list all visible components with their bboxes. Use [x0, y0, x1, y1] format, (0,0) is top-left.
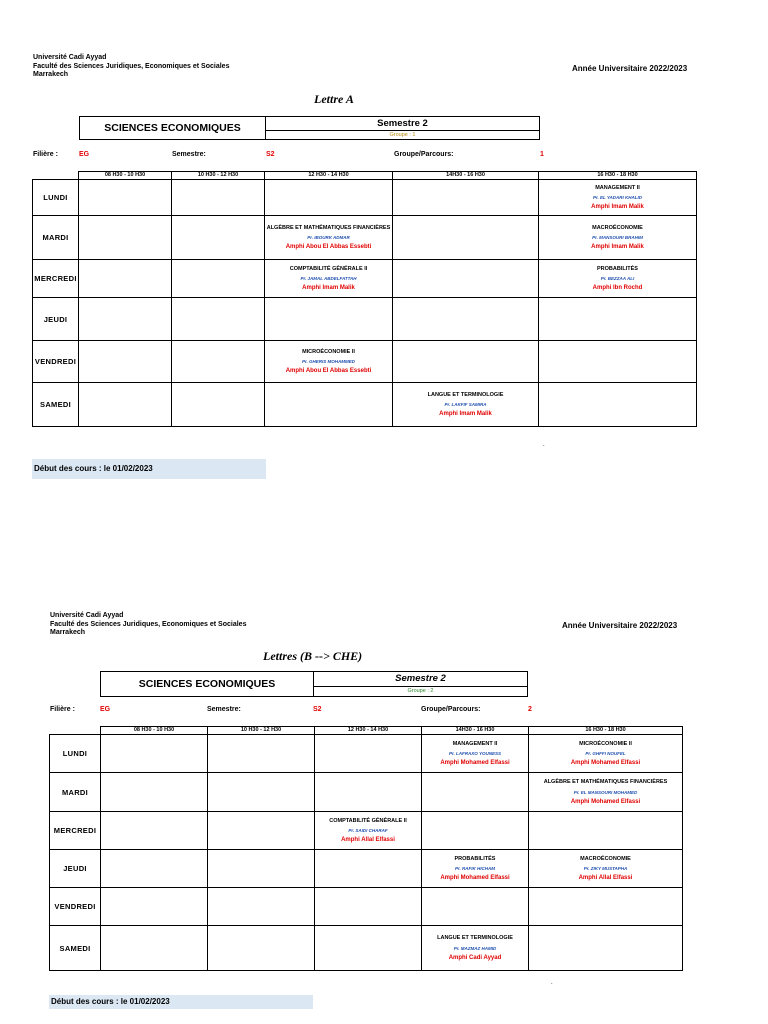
day-label: JEUDI	[33, 298, 79, 341]
empty-cell	[208, 888, 315, 926]
time-header-row	[50, 727, 683, 735]
empty-cell	[315, 735, 422, 773]
semestre-label: Semestre:	[207, 706, 241, 713]
empty-cell	[529, 812, 683, 850]
empty-cell	[393, 180, 539, 216]
day-row	[50, 850, 683, 888]
room-name: Amphi Allal Elfassi	[578, 875, 633, 882]
course-cell	[422, 926, 529, 971]
professor-name: Pr. EL MANSOURI MOHAMED	[573, 789, 638, 795]
empty-cell	[539, 341, 697, 383]
room-name: Amphi Mohamed Elfassi	[440, 875, 510, 882]
semestre-value: S2	[266, 151, 275, 158]
room-name: Amphi Imam Malik	[302, 285, 355, 292]
room-name: Amphi Mohamed Elfassi	[570, 760, 641, 767]
empty-cell	[422, 888, 529, 926]
empty-cell	[79, 341, 172, 383]
filiere-title: SCIENCES ECONOMIQUES	[100, 671, 314, 697]
empty-cell	[101, 850, 208, 888]
empty-cell	[172, 298, 265, 341]
filiere-value: EG	[100, 706, 111, 713]
time-slot-header: 14H30 - 16 H30	[393, 172, 539, 180]
empty-cell	[393, 260, 539, 298]
empty-cell	[208, 812, 315, 850]
day-row	[50, 888, 683, 926]
day-label: MARDI	[33, 216, 79, 260]
groupe-parcours-value: 2	[528, 706, 532, 713]
filiere-value: EG	[79, 151, 90, 158]
groupe-label: Groupe : 2	[407, 688, 434, 694]
course-name: LANGUE ET TERMINOLOGIE	[427, 391, 504, 398]
course-name: PROBABILITÉS	[454, 855, 496, 862]
time-slot-header: 16 H30 - 18 H30	[529, 727, 683, 735]
semestre-title: Semestre 2	[266, 117, 539, 131]
day-row	[50, 773, 683, 812]
room-name: Amphi Abou El Abbas Essebti	[285, 244, 372, 251]
room-name: Amphi Imam Malik	[591, 244, 644, 251]
professor-name: Pr. GHFFI NOUFEL	[585, 751, 626, 757]
course-cell	[539, 260, 697, 298]
timetable-grid	[49, 726, 683, 971]
filiere-label: Filière :	[33, 151, 58, 158]
stray-dot: .	[551, 980, 553, 986]
time-slot-header: 10 H30 - 12 H30	[172, 172, 265, 180]
professor-name: Pr. LAKFIF SAMIRA	[444, 402, 487, 408]
course-cell	[422, 850, 529, 888]
course-name: MACROÉCONOMIE	[592, 224, 643, 231]
university-name: Université Cadi Ayyad	[33, 54, 107, 61]
time-slot-header: 12 H30 - 14 H30	[265, 172, 393, 180]
semestre-box	[265, 116, 540, 140]
empty-cell	[393, 341, 539, 383]
empty-cell	[101, 735, 208, 773]
timetable-grid	[32, 171, 697, 427]
empty-cell	[79, 383, 172, 427]
time-slot-header: 08 H30 - 10 H30	[79, 172, 172, 180]
empty-cell	[172, 216, 265, 260]
semestre-value: S2	[313, 706, 322, 713]
empty-cell	[539, 298, 697, 341]
time-slot-header: 10 H30 - 12 H30	[208, 727, 315, 735]
empty-cell	[101, 812, 208, 850]
empty-cell	[79, 298, 172, 341]
day-row	[33, 180, 697, 216]
room-name: Amphi Ibn Rochd	[592, 285, 643, 292]
semestre-title: Semestre 2	[314, 672, 527, 687]
faculty-name: Faculté des Sciences Juridiques, Economiques et Sociales	[50, 620, 247, 628]
course-name: ALGÈBRE ET MATHÉMATIQUES FINANCIÈRES	[543, 779, 668, 786]
groupe-parcours-label: Groupe/Parcours:	[394, 151, 454, 158]
day-label: JEUDI	[50, 850, 101, 888]
empty-cell	[172, 341, 265, 383]
university-name: Université Cadi Ayyad	[50, 612, 124, 619]
stray-dot: .	[543, 442, 545, 448]
professor-name: Pr. BEZZAA ALI	[600, 276, 635, 282]
empty-cell	[265, 298, 393, 341]
day-row	[50, 735, 683, 773]
professor-name: Pr. LAFRAXO YOUNESS	[449, 751, 501, 757]
empty-cell	[208, 735, 315, 773]
course-cell	[265, 216, 393, 260]
groupe-label: Groupe : 1	[389, 132, 416, 138]
professor-name: Pr. JAMAL ABDELFATTAH	[300, 276, 357, 282]
professor-name: Pr. SAIDI CHARAF	[348, 828, 388, 834]
filiere-title: SCIENCES ECONOMIQUES	[79, 116, 266, 140]
semestre-box	[313, 671, 528, 697]
groupe-parcours-label: Groupe/Parcours:	[421, 706, 481, 713]
day-row	[33, 298, 697, 341]
day-row	[33, 383, 697, 427]
empty-cell	[422, 773, 529, 812]
day-label: LUNDI	[33, 180, 79, 216]
empty-cell	[539, 383, 697, 427]
filiere-label: Filière :	[50, 706, 75, 713]
course-cell	[529, 735, 683, 773]
empty-cell	[393, 298, 539, 341]
academic-year: Année Universitaire 2022/2023	[562, 621, 678, 630]
course-name: MICROÉCONOMIE II	[302, 348, 355, 355]
day-label: LUNDI	[50, 735, 101, 773]
professor-name: Pr. GHERIS MOHAMMED	[301, 359, 355, 365]
day-label: VENDREDI	[33, 341, 79, 383]
course-cell	[315, 812, 422, 850]
letter-range-title: Lettre A	[314, 92, 354, 106]
course-name: MICROÉCONOMIE II	[579, 740, 632, 747]
time-header-row	[33, 172, 697, 180]
day-label: SAMEDI	[33, 383, 79, 427]
academic-year: Année Universitaire 2022/2023	[572, 64, 688, 73]
empty-cell	[265, 383, 393, 427]
room-name: Amphi Mohamed Elfassi	[440, 760, 510, 767]
empty-cell	[101, 926, 208, 971]
letter-range-title: Lettres (B --> CHE)	[263, 649, 363, 663]
course-cell	[529, 850, 683, 888]
professor-name: Pr. EL YADARI KHALID	[592, 195, 642, 201]
professor-name: Pr. IBOURK ADMAR	[307, 235, 350, 241]
empty-cell	[79, 180, 172, 216]
professor-name: Pr. RAFIK HICHAM	[454, 866, 495, 872]
empty-cell	[529, 926, 683, 971]
faculty-name: Faculté des Sciences Juridiques, Economiques et Sociales	[33, 62, 230, 70]
day-label: MARDI	[50, 773, 101, 812]
course-cell	[265, 341, 393, 383]
empty-cell	[422, 812, 529, 850]
professor-name: Pr. ZIKY MUSTAPHA	[583, 866, 628, 872]
professor-name: Pr. MANSOURI BRAHIM	[592, 235, 643, 241]
course-cell	[422, 735, 529, 773]
empty-cell	[315, 888, 422, 926]
empty-cell	[208, 926, 315, 971]
empty-cell	[315, 850, 422, 888]
empty-cell	[393, 216, 539, 260]
institution-header	[33, 54, 229, 80]
day-label: VENDREDI	[50, 888, 101, 926]
day-label: MERCREDI	[33, 260, 79, 298]
course-name: LANGUE ET TERMINOLOGIE	[437, 935, 513, 942]
course-name: PROBABILITÉS	[597, 265, 638, 272]
empty-cell	[101, 773, 208, 812]
day-row	[33, 341, 697, 383]
course-cell	[393, 383, 539, 427]
city-name: Marrakech	[50, 629, 86, 636]
groupe-parcours-value: 1	[540, 151, 544, 158]
empty-cell	[172, 260, 265, 298]
empty-cell	[315, 926, 422, 971]
corner-cell	[50, 727, 101, 735]
day-row	[50, 812, 683, 850]
room-name: Amphi Imam Malik	[591, 204, 644, 211]
empty-cell	[79, 216, 172, 260]
day-row	[50, 926, 683, 971]
course-cell	[539, 216, 697, 260]
course-name: COMPTABILITÉ GÉNÉRALE II	[329, 817, 407, 824]
day-row	[33, 216, 697, 260]
professor-name: Pr. MAZMAZ HAMID	[453, 945, 497, 951]
course-name: COMPTABILITÉ GÉNÉRALE II	[289, 265, 368, 272]
empty-cell	[172, 383, 265, 427]
corner-cell	[33, 172, 79, 180]
empty-cell	[315, 773, 422, 812]
course-cell	[539, 180, 697, 216]
empty-cell	[529, 888, 683, 926]
room-name: Amphi Allal Elfassi	[341, 837, 395, 844]
empty-cell	[208, 850, 315, 888]
course-cell	[529, 773, 683, 812]
course-name: MACROÉCONOMIE	[580, 855, 631, 862]
institution-header	[50, 612, 246, 638]
course-name: MANAGEMENT II	[595, 184, 640, 191]
course-name: ALGÈBRE ET MATHÉMATIQUES FINANCIÈRES	[266, 224, 391, 231]
day-label: SAMEDI	[50, 926, 101, 971]
semestre-label: Semestre:	[172, 151, 206, 158]
empty-cell	[265, 180, 393, 216]
day-row	[33, 260, 697, 298]
room-name: Amphi Cadi Ayyad	[448, 954, 502, 961]
empty-cell	[172, 180, 265, 216]
time-slot-header: 12 H30 - 14 H30	[315, 727, 422, 735]
empty-cell	[101, 888, 208, 926]
day-label: MERCREDI	[50, 812, 101, 850]
debut-des-cours: Début des cours : le 01/02/2023	[32, 459, 266, 479]
course-name: MANAGEMENT II	[452, 740, 498, 747]
time-slot-header: 14H30 - 16 H30	[422, 727, 529, 735]
time-slot-header: 16 H30 - 18 H30	[539, 172, 697, 180]
empty-cell	[79, 260, 172, 298]
room-name: Amphi Mohamed Elfassi	[570, 798, 641, 805]
course-cell	[265, 260, 393, 298]
empty-cell	[208, 773, 315, 812]
debut-des-cours: Début des cours : le 01/02/2023	[49, 995, 313, 1009]
room-name: Amphi Imam Malik	[439, 411, 492, 418]
city-name: Marrakech	[33, 71, 69, 78]
time-slot-header: 08 H30 - 10 H30	[101, 727, 208, 735]
room-name: Amphi Abou El Abbas Essebti	[285, 368, 372, 375]
